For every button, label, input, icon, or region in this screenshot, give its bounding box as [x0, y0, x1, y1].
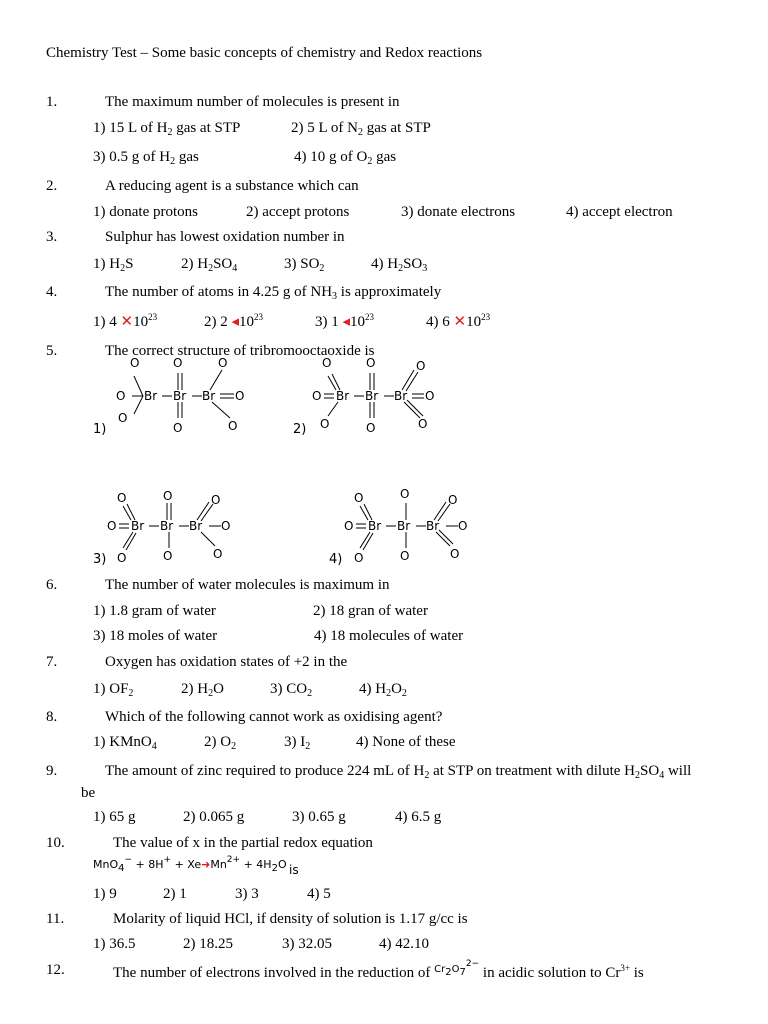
q7-option-1: 1) $OF_2$: [93, 681, 134, 699]
svg-text:O: O: [448, 493, 458, 507]
svg-text:Br: Br: [365, 389, 379, 403]
q1-option-2: 2) 5 L of $N_2$ gas at STP: [291, 120, 431, 138]
q10-option-3: 3) 3: [235, 886, 259, 902]
svg-text:O: O: [320, 417, 330, 431]
q3-option-2: 2) $H_2SO_4$: [181, 256, 238, 274]
q8-number: 8.: [46, 709, 58, 725]
q9-number: 9.: [46, 763, 58, 779]
q4-option-1: 1) 4 $✕10^{23}$: [93, 312, 158, 330]
q9-option-3: 3) 0.65 g: [292, 809, 346, 825]
svg-text:O: O: [458, 519, 468, 533]
svg-text:O: O: [213, 547, 223, 561]
svg-text:O: O: [163, 549, 173, 563]
svg-text:O: O: [235, 389, 245, 403]
svg-text:O: O: [312, 389, 322, 403]
q3-text: Sulphur has lowest oxidation number in: [105, 229, 345, 245]
q11-option-4: 4) 42.10: [379, 936, 429, 952]
q9-option-2: 2) 0.065 g: [183, 809, 245, 825]
mark-icon: ✕: [453, 314, 467, 330]
svg-text:O: O: [211, 493, 221, 507]
svg-text:O: O: [218, 358, 228, 370]
svg-text:O: O: [130, 358, 140, 370]
svg-text:Br: Br: [397, 519, 411, 533]
q5-text: The correct structure of tribromooctaoxide is: [105, 343, 375, 359]
svg-text:O: O: [450, 547, 460, 561]
mark-icon: ◂: [342, 314, 351, 330]
q7-option-3: 3) $CO_2$: [270, 681, 313, 699]
svg-text:O: O: [354, 551, 364, 565]
q1-number: 1.: [46, 94, 58, 110]
q2-option-2: 2) accept protons: [246, 204, 350, 220]
svg-text:O: O: [228, 419, 238, 433]
q7-option-4: 4) $H_2O_2$: [359, 681, 407, 699]
q9-option-4: 4) 6.5 g: [395, 809, 442, 825]
svg-text:O: O: [117, 491, 127, 505]
q8-text: Which of the following cannot work as oxidising agent?: [105, 709, 443, 725]
q7-text: Oxygen has oxidation states of +2 in the: [105, 654, 348, 670]
q2-option-4: 4) accept electron: [566, 204, 673, 220]
svg-text:O: O: [173, 421, 183, 435]
svg-text:O: O: [322, 358, 332, 370]
svg-text:Br: Br: [189, 519, 203, 533]
q2-text: A reducing agent is a substance which can: [105, 178, 359, 194]
q2-option-3: 3) donate electrons: [401, 204, 516, 220]
svg-text:O: O: [366, 421, 376, 435]
q1-text: The maximum number of molecules is present in: [105, 94, 400, 110]
svg-text:Br: Br: [394, 389, 408, 403]
q8-option-3: 3) $I_2$: [284, 734, 311, 752]
svg-text:Br: Br: [202, 389, 216, 403]
q10-option-2: 2) 1: [163, 886, 187, 902]
q6-option-3: 3) 18 moles of water: [93, 628, 218, 644]
q11-text: Molarity of liquid HCl, if density of solution is 1.17 g/cc is: [113, 911, 468, 927]
q11-number: 11.: [46, 911, 65, 927]
svg-text:O: O: [173, 358, 183, 370]
mark-icon: ✕: [120, 314, 134, 330]
q10-option-1: 1) 9: [93, 886, 117, 902]
q11-option-1: 1) 36.5: [93, 936, 136, 952]
q1-option-4: 4) 10 g of $O_2$ gas: [294, 149, 397, 167]
q5-number: 5.: [46, 343, 58, 359]
svg-text:O: O: [400, 488, 410, 501]
svg-text:O: O: [400, 549, 410, 563]
q1-option-1: 1) 15 L of $H_2$ gas at STP: [93, 120, 241, 138]
q4-option-2: 2) 2 $◂10^{23}$: [204, 312, 264, 330]
svg-text:Br: Br: [426, 519, 440, 533]
svg-text:Br: Br: [131, 519, 145, 533]
q4-option-3: 3) 1 $◂10^{23}$: [315, 312, 375, 330]
svg-text:O: O: [116, 389, 126, 403]
q10-equation: $MnO_4^- + 8H^+ + Xe➜Mn^{2+} + 4H_2O$: [93, 855, 287, 874]
q9-text-continued: be: [81, 785, 96, 801]
mark-icon: ◂: [231, 314, 240, 330]
q9-text: The amount of zinc required to produce 224 mL of $H_2$ at STP on treatment with dilute $H_2SO_4$ will: [105, 763, 692, 781]
q8-option-2: 2) $O_2$: [204, 734, 237, 752]
q10-option-4: 4) 5: [307, 886, 331, 902]
q10-is: is: [289, 863, 299, 877]
q12-text: The number of electrons involved in the reduction of $^{Cr_2O_7^{2-}}$ in acidic solution to $Cr^{3+}$ is: [113, 959, 644, 981]
svg-text:O: O: [107, 519, 117, 533]
q8-option-4: 4) None of these: [356, 734, 456, 750]
q4-text: The number of atoms in 4.25 g of $NH_3$ is approximately: [105, 284, 442, 302]
q11-option-2: 2) 18.25: [183, 936, 233, 952]
q3-option-1: 1) $H_2S$: [93, 256, 134, 274]
q2-option-1: 1) donate protons: [93, 204, 198, 220]
svg-text:Br: Br: [173, 389, 187, 403]
structure-3: [105, 488, 245, 566]
q1-option-3: 3) 0.5 g of $H_2$ gas: [93, 149, 199, 167]
svg-text:Br: Br: [368, 519, 382, 533]
svg-text:O: O: [117, 551, 127, 565]
structure-4: [342, 488, 482, 566]
q6-option-4: 4) 18 molecules of water: [314, 628, 464, 644]
q12-number: 12.: [46, 962, 65, 978]
structure-1-label: 1): [93, 422, 107, 437]
q8-option-1: 1) KMnO$_4$: [93, 734, 157, 752]
svg-text:O: O: [416, 359, 426, 373]
q11-option-3: 3) 32.05: [282, 936, 332, 952]
q9-option-1: 1) 65 g: [93, 809, 136, 825]
q6-number: 6.: [46, 577, 58, 593]
svg-text:Br: Br: [336, 389, 350, 403]
structure-4-label: 4): [329, 552, 343, 567]
q10-number: 10.: [46, 835, 65, 851]
structure-2: [310, 358, 450, 436]
q10-text: The value of x in the partial redox equation: [113, 835, 373, 851]
svg-text:O: O: [366, 358, 376, 370]
q7-option-2: 2) $H_2O$: [181, 681, 224, 699]
q3-number: 3.: [46, 229, 58, 245]
svg-text:O: O: [221, 519, 231, 533]
q7-number: 7.: [46, 654, 58, 670]
page-title: Chemistry Test – Some basic concepts of chemistry and Redox reactions: [46, 45, 483, 61]
svg-text:Br: Br: [160, 519, 174, 533]
svg-text:O: O: [418, 417, 428, 431]
q6-option-2: 2) 18 gran of water: [313, 603, 428, 619]
svg-text:O: O: [354, 491, 364, 505]
structure-3-label: 3): [93, 552, 107, 567]
structure-2-label: 2): [293, 422, 307, 437]
reaction-arrow-icon: ➜: [201, 858, 211, 871]
q2-number: 2.: [46, 178, 58, 194]
q6-text: The number of water molecules is maximum in: [105, 577, 390, 593]
q3-option-3: 3) $SO_2$: [284, 256, 325, 274]
svg-text:Br: Br: [144, 389, 158, 403]
svg-text:O: O: [425, 389, 435, 403]
q3-option-4: 4) $H_2SO_3$: [371, 256, 428, 274]
svg-text:O: O: [118, 411, 128, 425]
svg-text:O: O: [344, 519, 354, 533]
q4-number: 4.: [46, 284, 58, 300]
q4-option-4: 4) 6 $✕10^{23}$: [426, 312, 491, 330]
q6-option-1: 1) 1.8 gram of water: [93, 603, 216, 619]
svg-text:O: O: [163, 489, 173, 503]
structure-1: [110, 358, 260, 436]
